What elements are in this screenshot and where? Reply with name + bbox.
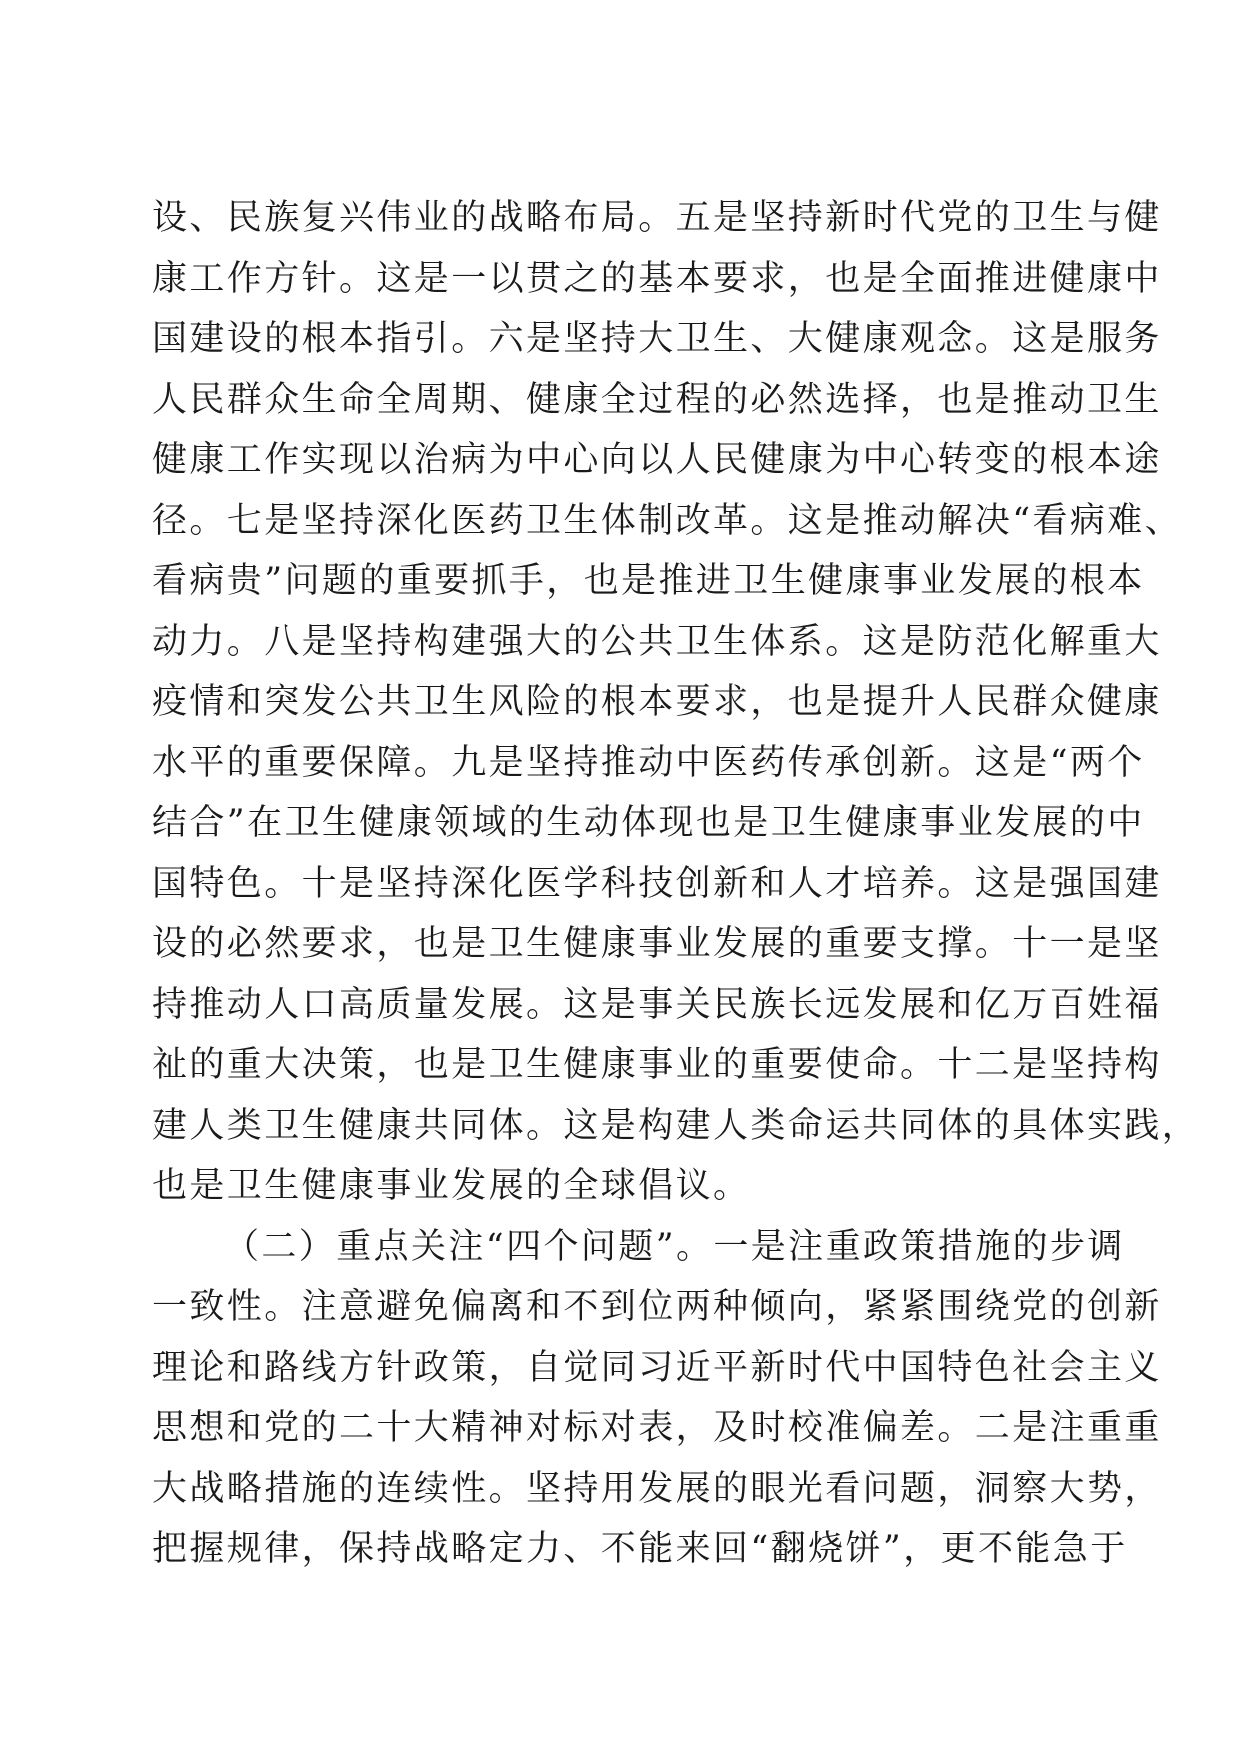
text-line: 国特色。十是坚持深化医学科技创新和人才培养。这是强国建 [152, 863, 1162, 904]
text-line: 也是卫生健康事业发展的全球倡议。 [152, 1166, 751, 1206]
text-line: 设的必然要求，也是卫生健康事业发展的重要支撑。十一是坚 [152, 924, 1162, 964]
text-line: 把握规律，保持战略定力、不能来回“翻烧饼”，更不能急于 [152, 1529, 1128, 1569]
text-line: 建人类卫生健康共同体。这是构建人类命运共同体的具体实践， [152, 1105, 1200, 1146]
text-line: 动力。八是坚持构建强大的公共卫生体系。这是防范化解重大 [152, 621, 1162, 662]
text-line: 国建设的根本指引。六是坚持大卫生、大健康观念。这是服务 [152, 319, 1162, 359]
text-line: 祉的重大决策，也是卫生健康事业的重要使命。十二是坚持构 [152, 1045, 1162, 1085]
text-line: 大战略措施的连续性。坚持用发展的眼光看问题，洞察大势， [152, 1468, 1162, 1509]
text-line: 人民群众生命全周期、健康全过程的必然选择，也是推动卫生 [152, 379, 1162, 420]
text-line: 一致性。注意避免偏离和不到位两种倾向，紧紧围绕党的创新 [152, 1287, 1162, 1327]
text-line: 康工作方针。这是一以贯之的基本要求，也是全面推进健康中 [152, 258, 1162, 299]
text-line: 设、民族复兴伟业的战略布局。五是坚持新时代党的卫生与健 [152, 198, 1162, 238]
section-heading-line: （二）重点关注“四个问题”。一是注重政策措施的步调 [224, 1226, 1125, 1267]
text-line: 结合”在卫生健康领域的生动体现也是卫生健康事业发展的中 [152, 803, 1145, 843]
body-text [152, 188, 1200, 1580]
text-line: 水平的重要保障。九是坚持推动中医药传承创新。这是“两个 [152, 742, 1145, 783]
text-line: 持推动人口高质量发展。这是事关民族长远发展和亿万百姓福 [152, 984, 1162, 1025]
text-line: 思想和党的二十大精神对标对表，及时校准偏差。二是注重重 [152, 1408, 1162, 1448]
text-line: 疫情和突发公共卫生风险的根本要求，也是提升人民群众健康 [152, 682, 1162, 722]
text-line: 健康工作实现以治病为中心向以人民健康为中心转变的根本途 [152, 440, 1162, 480]
text-line: 看病贵”问题的重要抓手，也是推进卫生健康事业发展的根本 [152, 561, 1145, 601]
text-line: 理论和路线方针政策，自觉同习近平新时代中国特色社会主义 [152, 1347, 1162, 1388]
text-line: 径。七是坚持深化医药卫生体制改革。这是推动解决“看病难、 [152, 500, 1183, 541]
